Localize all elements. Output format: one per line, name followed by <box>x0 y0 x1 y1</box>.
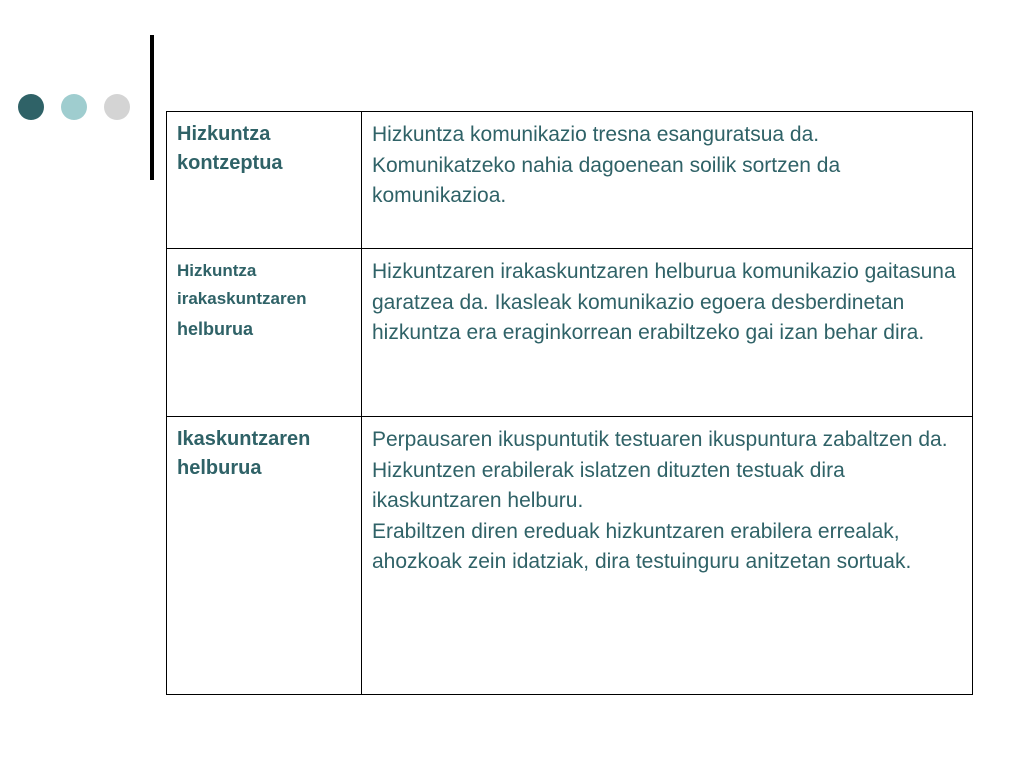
row-label-line: irakaskuntzaren <box>177 289 307 308</box>
row-text: Hizkuntza komunikazio tresna esanguratsua da. Komunikatzeko nahia dagoenean soilik sortzen da komunikazioa. <box>362 112 973 249</box>
decorative-dot-dark <box>18 94 44 120</box>
row-label-line: helburua <box>177 319 254 339</box>
table-row <box>167 112 973 249</box>
content-table <box>166 111 973 695</box>
row-label: Ikaskuntzaren helburua <box>167 417 362 695</box>
table-row <box>167 249 973 417</box>
row-paragraph: Hizkuntzen erabilerak islatzen dituzten testuak dira ikaskuntzaren helburu. <box>372 458 845 512</box>
table-row <box>167 417 973 695</box>
row-text <box>362 417 973 695</box>
decorative-dot-gray <box>104 94 130 120</box>
row-paragraph: Perpausaren ikuspuntutik testuaren ikuspuntura zabaltzen da. <box>372 428 948 451</box>
row-label: Hizkuntza kontzeptua <box>167 112 362 249</box>
row-label <box>167 249 362 417</box>
row-text: Hizkuntzaren irakaskuntzaren helburua komunikazio gaitasuna garatzea da. Ikasleak komunikazio egoera desberdinetan hizkuntza era eraginkorrean erabiltzeko gai izan behar dira. <box>362 249 973 417</box>
row-paragraph: Erabiltzen diren ereduak hizkuntzaren erabilera errealak, ahozkoak zein idatziak, dira testuinguru anitzetan sortuak. <box>372 519 912 573</box>
decorative-vertical-bar <box>150 35 154 180</box>
decorative-dot-light <box>61 94 87 120</box>
row-label-line: Hizkuntza <box>177 261 257 280</box>
